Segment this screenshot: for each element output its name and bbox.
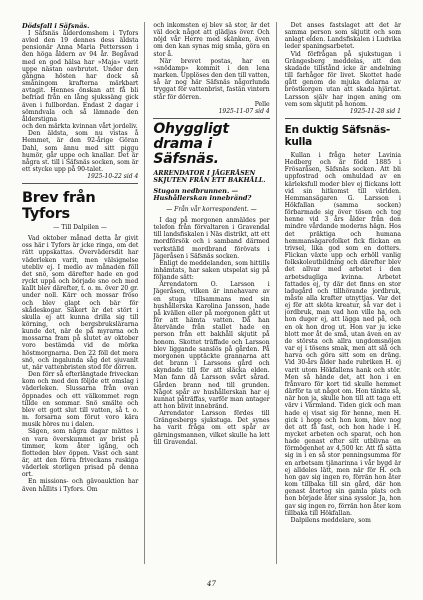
page-ref: sid 4: [255, 107, 270, 115]
article-subdeck: Stugan nedbrunnen. — Hushållerskan innebränd?: [153, 186, 252, 203]
article-date: [22, 173, 138, 180]
article-paragraph: Vad oktober månad detta år givit oss här i Tyfors är icke ringa, om det rätt uppskattas. Övervädersdit har väderleken varit, men välsignelse utebliv ej. I medio av månaden föll det snö, som därefter hade en god ryckt uppå och började sno och med kallt blev därefter, t. o. m. över 20 gr. under noll. Kärr och mossar fröso och blev glapt och bär för skådeskogar. Säkert är det stört i skulla ej att kunna drilla sig till körning, och bergsbrukslärarna kunde det, när de på myrarna och mossarna fram på slutet av oktober voro bestämda vid de mörka höstmorgnarna. Den 22 föll det mera snö, och ingalunda såg det sjuvanlt ut, när vattenbristen stod för dörren.: [22, 235, 139, 371]
article-paragraph: Arrendatorn O. Larsson i Jägeråsen, vilken är innehavare av en stuga tillsammans med sin hushållerska Karolina Jansson, hade på kvällen eller på morgonen gått ut för att hämta vatten. Då han återvände från stallet hade en person från ett bakhåll skjutit på honom. Skottet träffade och Larsson blev liggande sanslös på gården. På morgonen upptäckte grannarna att det brann i Larssons gård och skyndade till för att släcka elden. Man fann då Larsson svårt sårad. Gården brann ned till grunden. Något spår av hushållerskan har ej kunnat påträffas, varför man antager att hon blivit innebränd.: [153, 281, 270, 410]
article-paragraph: Det anses fastslaget att det är samma person som skjutit och som anlagt elden. Landsfiskalen i Ludvika leder spaningsarbetet.: [284, 22, 401, 51]
article-paragraph: Den förr så efterlängtade friveckan kom och med den följde ett omslag i väderleken. Slussarna från ovan öppnades och ett välkommet regn tillde en sommar. Snö smälte och blev ett gott slut till vatten, så t. o. m. forsarna som förut voro kära musik höres nu i dalen.: [22, 371, 139, 429]
article-paragraph: Sägen, som några dagar mättes i en vara överskummet av brist på timmer, kom åter igång, och flotteden blev öppen. Visst och sant är, att den förra friveckans ruskiga väderlek storligen prisad på denna ort.: [22, 428, 139, 479]
article-paragraph: En missions- och gävoauktion har även hållits i Tyfors. Om: [22, 478, 139, 493]
article-byline: — Till Dalpilen —: [53, 224, 108, 232]
article-paragraph: Kullan i fråga heter Lavinia Hedberg och är född 1885 i Frösaråsen, Säfsnäs socken. Att bli uppfostrad och omhuldad av en kärleksfull moder blev ej flickans lott vid sin hitkomst till världen. Hemmansägaren G. Larsson i Hökfallan (samma socken) förbarmade sig över tösen och tog henne vid 3 års ålder från den mindre vårdande moderns hägn. Hos det präktiga och humana hemmansägarefolket fick flickan en trivsel, lika god som en dotters. Flickan växte upp och erhöll vanlig folkskoleutbildning och därefter blev det allvar med arbetet i den arbetsdugliga kvinna. Arbetet fattades ej, ty där det finns en stor ladugård och tillhörande jordbruk, måste alla krafter utnyttjas. Var det ej för att sköta kreatur, så var det i jordbruk, man vad hon ville ha, och hon duger ej, att lägga ned på, och en ok hon drog ut. Hon var ju icke blott mor åt de små, utan även en av de största och allra ungdomsnöjen var ej i tösens smak, men att slå och harva och göra sitt som en dräng. Vid 30-års ålder hade rubriken H. ej varit utom Hökfallens hank och stör. Men så hände det, att hon i en frånvaro för kort tid skulle hemmet därför ta ut något om. Hon tänkte så, när hon ja, skulle hon till att taga ett värv i Värmland. Tiden gick och man hade ej visat sig för henne, men H. gick i hopp och hon kom, blev nog det att få fast, och hon hade i H. mycket arbeten och sparat, och hon hade genast efter sitt utblivna en förmögenhet av 4,500 kr. Att få sätta sig in i en så stor penningsumma för en arbetsam tjänarinna i vår bygd är ej alldeles lätt, men när för H. och hon gav sig ingen ro, förrän hon åter kom tillbaka till sin gård, där hon genast återtog sin gamla plats och hon började åter sina sysslor. Ja, hon gav sig ingen ro, förrän hon åter kom tillbaka till Hökfallan.: [284, 151, 401, 517]
article-paragraph: Dalpilens meddelare, som: [290, 516, 371, 524]
article-date: [285, 108, 401, 115]
article-heading-dodsfall: Dödsfall i Säfsnäs.: [22, 22, 90, 30]
article-paragraph: och den märkta kvinnan vårt jordeliv.: [22, 123, 138, 131]
article-heading-drama: Ohyggligt drama i Säfsnäs.: [153, 120, 229, 167]
page-ref: sid 1: [386, 107, 401, 115]
article-heading-brev: Brev från Tyfors: [22, 190, 96, 223]
date-text: 1925-10-22: [87, 173, 122, 181]
columns: [22, 22, 401, 564]
article-paragraph: Vid förfrågan på sjukstugan i Grängesberg meddelas, att den skadade tillstånd icke är andelning till farhågor för livet. Skottet hade gått genom de mjuka delarna av bröstkorgen utan att skada hjärtat. Larsson själv har ingen aning om vem som skjutit på honom.: [284, 50, 401, 108]
article-byline: — Från vår korrespondent. —: [166, 205, 257, 213]
article-paragraph: Arrendator Larsson fördes till Grängesbergs sjukstuga. Det synes ha varit fråga om ett spår av gärningsmannen, vilket skulle ha lett till Gravendal.: [153, 410, 270, 446]
article-heading-kulla: En duktig Säfsnäs-kulla: [284, 123, 390, 148]
divider: [22, 183, 138, 184]
date-text: 1925-11-28: [349, 107, 385, 115]
article-paragraph: och inkomsten ej blev så stor, är det väl dock något att glädjas över. Och nöjd vår Herre med skänken, även om den kan synas mig småa, göra en stor å.: [153, 22, 270, 58]
divider: [153, 118, 269, 119]
date-text: 1925-11-07: [218, 107, 254, 115]
article-paragraph: Den äldsta, som nu vistas å Hemmet, är den 92-årige Göran Dahl, som ännu med sitt piggu humör, går uppe och knallar. Det är några st. till i Säfsnäs socken, som är ett stycke upp på 90-talet.: [22, 130, 139, 173]
article-paragraph: I dag på morgonen anmäldes per telefon från förvaltaren i Gravendal till landsfiskalen i Näs distrikt, att ett mordförsök och i samband därmed verkställd mordbrand förövats i Jägeråsen i Säfsnäs socken.: [153, 216, 270, 260]
article-deck: ARRENDATOR I JÄGERÅSEN SKJUTEN FRÅN ETT BAKHÅLL.: [153, 169, 266, 185]
column-3: [285, 22, 401, 564]
page-ref: sid 4: [123, 173, 139, 181]
column-1: [22, 22, 145, 564]
divider: [285, 118, 401, 119]
column-2: [153, 22, 276, 564]
article-date: [153, 108, 269, 115]
page-number: 47: [207, 580, 216, 588]
article-paragraph: Enligt de meddelanden, som hittills inhämtats, har saken utspelat sig på följande sätt:: [153, 259, 270, 282]
article-paragraph: När brevet postas, har en »snödamp» kommit i den lena marken. Upplöses den den till vatten, så är nog här Säfsnäs någorlunda tryggat för vattenbrist, fastän vintern står för dörren.: [153, 57, 270, 101]
article-signature: Pelle: [254, 100, 270, 108]
article-paragraph: I Säfsnäs ålderdomshem i Tyfors avled den 19 dennes dess äldsta pensionär Anna Maria Pettersson i den höga åldern av 94 år. Begåvad med en god hälsa har »Maja» varit uppe nästan oavbrutet. Under den gångna hösten har dock så småningom krafterna märkbart avtagit. Hennes önskan att få bli befriad från en lång sjukssäng gick även i fullbordan. Endast 2 dagar i sömndvala och så lämnade den ålderstigna: [22, 30, 139, 123]
